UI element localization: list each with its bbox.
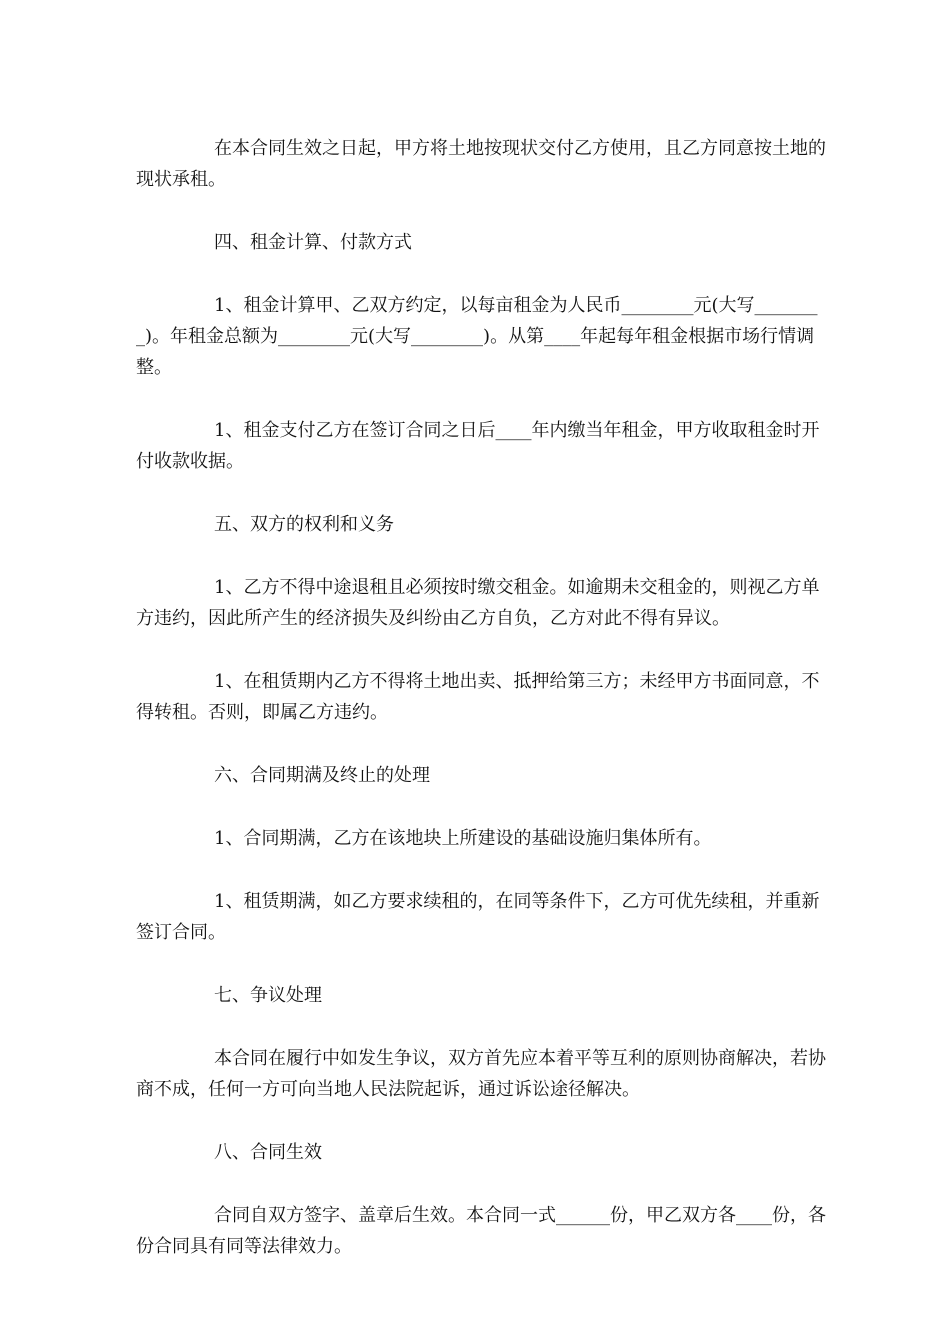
spacer (136, 791, 826, 823)
paragraph-no-sublease: 1、在租赁期内乙方不得将土地出卖、抵押给第三方；未经甲方书面同意，不得转租。否则，即属乙方违约。 (136, 671, 820, 723)
paragraph-dispute-resolution: 本合同在履行中如发生争议，双方首先应本着平等互利的原则协商解决，若协商不成，任何一方可向当地人民法院起诉，通过诉讼途径解决。 (136, 1048, 826, 1100)
spacer (136, 634, 826, 666)
spacer (136, 1168, 826, 1200)
spacer (136, 1105, 826, 1137)
paragraph-land-delivery: 在本合同生效之日起，甲方将土地按现状交付乙方使用，且乙方同意按土地的现状承租。 (136, 138, 826, 190)
paragraph-renewal: 1、租赁期满，如乙方要求续租的，在同等条件下，乙方可优先续租，并重新签订合同。 (136, 891, 820, 943)
paragraph-rent-calculation: 1、租金计算甲、乙双方约定，以每亩租金为人民币________元(大写________)。年租金总额为________元(大写________)。从第____年起每年租金根据市场行情调整。 (136, 295, 818, 378)
document-body (136, 133, 826, 1262)
spacer (136, 195, 826, 227)
section-heading-rights: 五、双方的权利和义务 (214, 514, 394, 535)
paragraph-contract-copies: 合同自双方签字、盖章后生效。本合同一式______份，甲乙双方各____份，各份合同具有同等法律效力。 (136, 1205, 826, 1257)
spacer (136, 1011, 826, 1043)
paragraph-infrastructure: 1、合同期满，乙方在该地块上所建设的基础设施归集体所有。 (214, 828, 712, 849)
spacer (136, 383, 826, 415)
paragraph-no-early-termination: 1、乙方不得中途退租且必须按时缴交租金。如逾期未交租金的，则视乙方单方违约，因此所产生的经济损失及纠纷由乙方自负，乙方对此不得有异议。 (136, 577, 820, 629)
section-heading-expiry: 六、合同期满及终止的处理 (214, 765, 430, 786)
section-heading-disputes: 七、争议处理 (214, 985, 322, 1006)
spacer (136, 258, 826, 290)
spacer (136, 854, 826, 886)
section-heading-rent: 四、租金计算、付款方式 (214, 232, 412, 253)
spacer (136, 728, 826, 760)
section-heading-effectiveness: 八、合同生效 (214, 1142, 322, 1163)
spacer (136, 948, 826, 980)
spacer (136, 477, 826, 509)
spacer (136, 540, 826, 572)
paragraph-rent-payment: 1、租金支付乙方在签订合同之日后____年内缴当年租金，甲方收取租金时开付收款收据。 (136, 420, 820, 472)
